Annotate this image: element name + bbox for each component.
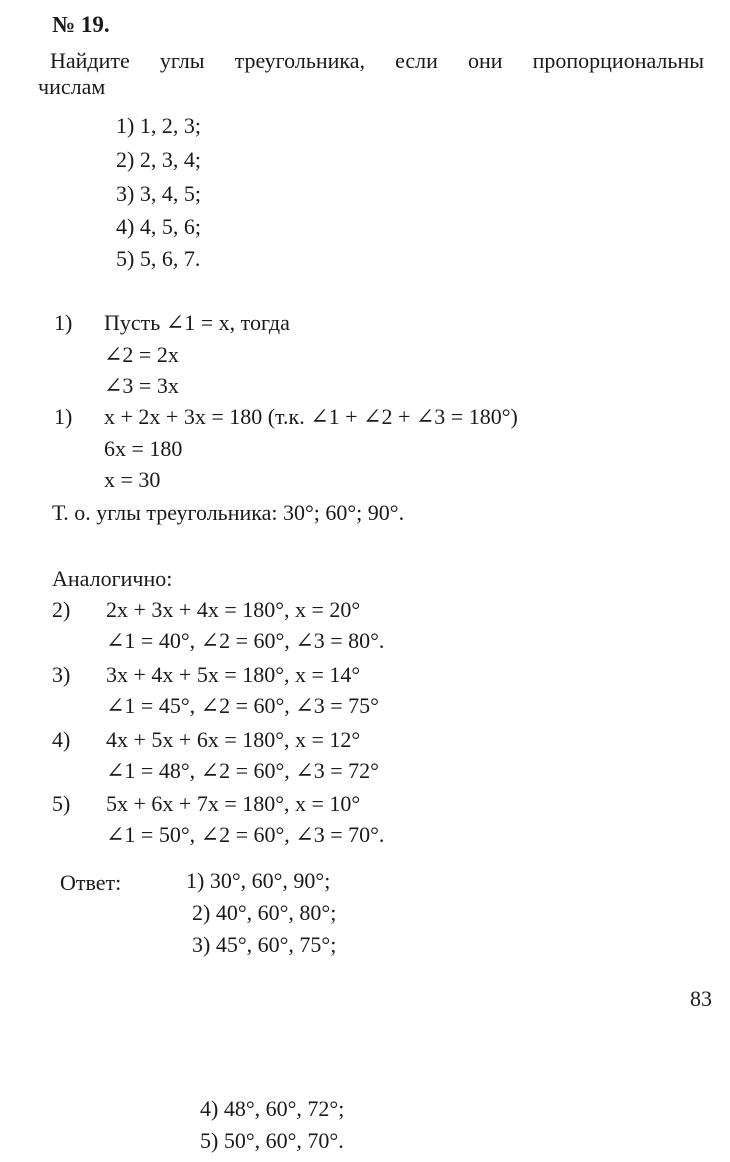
- option-1: 1) 1, 2, 3;: [116, 113, 201, 138]
- statement-line-1: Найдите углы треугольника, если они пропорциональны: [50, 48, 704, 73]
- step1-text: Пусть ∠1 = x, тогда: [104, 310, 290, 335]
- case-equation: 2x + 3x + 4x = 180°, x = 20°: [106, 597, 361, 622]
- option-3: 3) 3, 4, 5;: [116, 181, 201, 206]
- problem-statement: [38, 48, 704, 100]
- case-number: 4): [52, 727, 71, 752]
- case-result: ∠1 = 50°, ∠2 = 60°, ∠3 = 70°.: [106, 822, 385, 847]
- answer-item-1: 1) 30°, 60°, 90°;: [186, 868, 331, 893]
- answer-item-2: 2) 40°, 60°, 80°;: [192, 900, 337, 925]
- case-result: ∠1 = 48°, ∠2 = 60°, ∠3 = 72°: [106, 758, 379, 783]
- option-2: 2) 2, 3, 4;: [116, 147, 201, 172]
- step2-equation: x + 2x + 3x = 180 (т.к. ∠1 + ∠2 + ∠3 = 180°): [104, 404, 518, 429]
- option-4: 4) 4, 5, 6;: [116, 214, 201, 239]
- answer-item-4: 4) 48°, 60°, 72°;: [200, 1096, 345, 1121]
- answer-label: Ответ:: [60, 870, 122, 895]
- case-equation: 5x + 6x + 7x = 180°, x = 10°: [106, 791, 361, 816]
- case-equation: 3x + 4x + 5x = 180°, x = 14°: [106, 662, 361, 687]
- case-number: 2): [52, 597, 71, 622]
- answer-item-5: 5) 50°, 60°, 70°.: [200, 1128, 344, 1153]
- case-number: 5): [52, 791, 71, 816]
- equation-x: x = 30: [104, 467, 161, 492]
- option-5: 5) 5, 6, 7.: [116, 246, 201, 271]
- problem-number: № 19.: [52, 12, 110, 37]
- conclusion: Т. о. углы треугольника: 30°; 60°; 90°.: [52, 500, 405, 525]
- case-number: 3): [52, 662, 71, 687]
- angle2-expr: ∠2 = 2x: [104, 342, 179, 367]
- statement-line-2: числам: [38, 74, 106, 99]
- answer-item-3: 3) 45°, 60°, 75°;: [192, 932, 337, 957]
- analog-heading: Аналогично:: [52, 566, 173, 591]
- case-result: ∠1 = 45°, ∠2 = 60°, ∠3 = 75°: [106, 693, 379, 718]
- step2-number: 1): [54, 404, 73, 429]
- step1-number: 1): [54, 310, 73, 335]
- case-equation: 4x + 5x + 6x = 180°, x = 12°: [106, 727, 361, 752]
- case-result: ∠1 = 40°, ∠2 = 60°, ∠3 = 80°.: [106, 628, 385, 653]
- angle3-expr: ∠3 = 3x: [104, 373, 179, 398]
- page-number: 83: [690, 986, 712, 1011]
- equation-6x: 6x = 180: [104, 436, 183, 461]
